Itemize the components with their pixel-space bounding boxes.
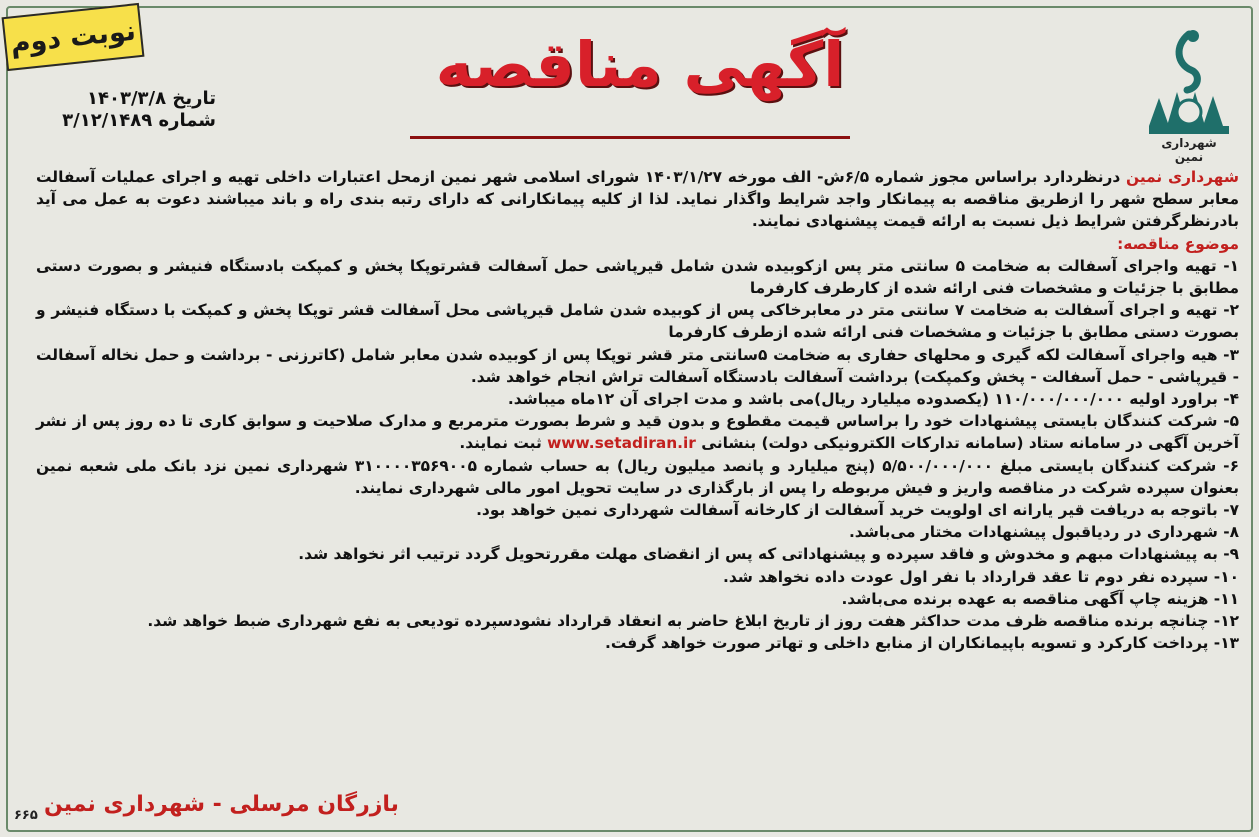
list-item: ۹- به پیشنهادات مبهم و مخدوش و فاقد سپرده و پیشنهاداتی که پس از انقضای مهلت مقررتحویل گردد ترتیب اثر نخواهد شد. — [298, 545, 1239, 564]
notice-number: شماره ۳/۱۲/۱۴۸۹ — [62, 110, 216, 131]
notice-title: آگهی مناقصه — [435, 28, 845, 101]
notice-meta — [16, 88, 216, 132]
logo-caption: شهرداری نمین — [1161, 136, 1217, 164]
list-item: ۱۳- پرداخت کارکرد و تسویه باپیمانکاران از منابع داخلی و تهاتر صورت خواهد گرفت. — [605, 634, 1239, 653]
list-item: ۱- تهیه واجرای آسفالت به ضخامت ۵ سانتی متر پس ازکوبیده شدن شامل قیرپاشی حمل آسفالت قشرتوپکا پخش و کمپکت بادستگاه فنیشر و بصورت دستی مطابق با جزئیات و مشخصات فنی ارائه شده از کارطرف کارفرما — [36, 256, 1240, 298]
page-number: ۶۶۵ — [14, 808, 38, 823]
notice-date: تاریخ ۱۴۰۳/۳/۸ — [87, 88, 216, 109]
title-underline — [410, 136, 850, 139]
list-item: ۷- باتوجه به دریافت قیر یارانه ای اولویت خرید آسفالت از کارخانه آسفالت شهرداری نمین خواهد بود. — [476, 501, 1239, 520]
issuer-name: شهرداری نمین — [1125, 168, 1239, 186]
list-item: ۱۱- هزینه چاپ آگهی مناقصه به عهده برنده می‌باشد. — [841, 589, 1239, 608]
list-item: ۲- تهیه و اجرای آسفالت به ضخامت ۷ سانتی متر در معابرخاکی پس از کوبیده شدن شامل قیرپاشی محل آسفالت قشر توپکا پخش و کمپکت با دستگاه فنیشر و بصورت دستی مطابق با جزئیات و مشخصات فنی ارائه شده ازطرف کارفرما — [36, 301, 1239, 342]
list-item-5 — [36, 410, 1239, 454]
setadiran-link[interactable]: www.setadiran.ir — [547, 434, 696, 453]
intro-paragraph — [36, 166, 1239, 233]
signature: بازرگان مرسلی - شهرداری نمین — [44, 792, 399, 817]
subject-heading: موضوع مناقصه: — [1117, 234, 1239, 253]
notice-body — [36, 166, 1239, 787]
intro-text: درنظردارد براساس مجوز شماره ۶/۵ش- الف مورخه ۱۴۰۳/۱/۲۷ شورای اسلامی شهر نمین ازمحل اعتبارات داخلی تهیه و اجرای عملیات آسفالت معابر سطح شهر را ازطریق مناقصه به پیمانکار واجد شرایط واگذار نماید. لذا از کلیه پیمانکارانی که دارای رتبه بندی راه و باند میباشند دعوت به عمل می آید بادرنظرگرفتن شرایط ذیل نسبت به ارائه قیمت پیشنهادی نمایند. — [36, 168, 1239, 231]
item5-text: ۵- شرکت کنندگان بایستی پیشنهادات خود را براساس قیمت مقطوع و بدون قید و شرط بصورت مترمربع و مدارک صلاحیت و سوابق کاری تا ده روز پس از نشر آخرین آگهی در سامانه ستاد (سامانه تدارکات الکترونیکی دولت) بنشانی — [36, 412, 1239, 453]
list-item: ۶- شرکت کنندگان بایستی مبلغ ۵/۵۰۰/۰۰۰/۰۰۰ (پنج میلیارد و پانصد میلیون ریال) به حساب شماره ۳۱۰۰۰۰۳۵۶۹۰۰۵ شهرداری نمین نزد بانک ملی شعبه نمین بعنوان سپرده شرکت در مناقصه واریز و فیش مربوطه را پس از بارگذاری در سایت تحویل امور مالی شهرداری نمایند. — [36, 456, 1239, 497]
second-round-badge: نوبت دوم — [2, 3, 145, 71]
list-item: ۱۰- سپرده نفر دوم تا عقد قرارداد با نفر اول عودت داده نخواهد شد. — [723, 567, 1239, 586]
list-item: ۳- هیه واجرای آسفالت لکه گیری و محلهای حفاری به ضخامت ۵سانتی متر قشر توپکا پس از کوبیده شدن معابر شامل (کاترزنی - برداشت و حمل نخاله آسفالت - قیرپاشی - حمل آسفالت - پخش وکمپکت) برداشت آسفالت بادستگاه آسفالت تراش انجام خواهد شد. — [36, 345, 1239, 386]
list-item: ۱۲- چنانچه برنده مناقصه ظرف مدت حداکثر هفت روز از تاریخ ابلاغ حاضر به انعقاد قرارداد نشودسپرده تودیعی به نفع شهرداری ضبط خواهد شد. — [147, 612, 1239, 631]
item5-tail: ثبت نمایند. — [459, 434, 548, 453]
list-item: ۸- شهرداری در ردیاقبول پیشنهادات مختار می‌باشد. — [848, 523, 1239, 542]
list-item: ۴- براورد اولیه ۱۱۰/۰۰۰/۰۰۰/۰۰۰ (یکصدوده میلیارد ریال)می باشد و مدت اجرای آن ۱۲ماه میباشد. — [507, 390, 1239, 409]
